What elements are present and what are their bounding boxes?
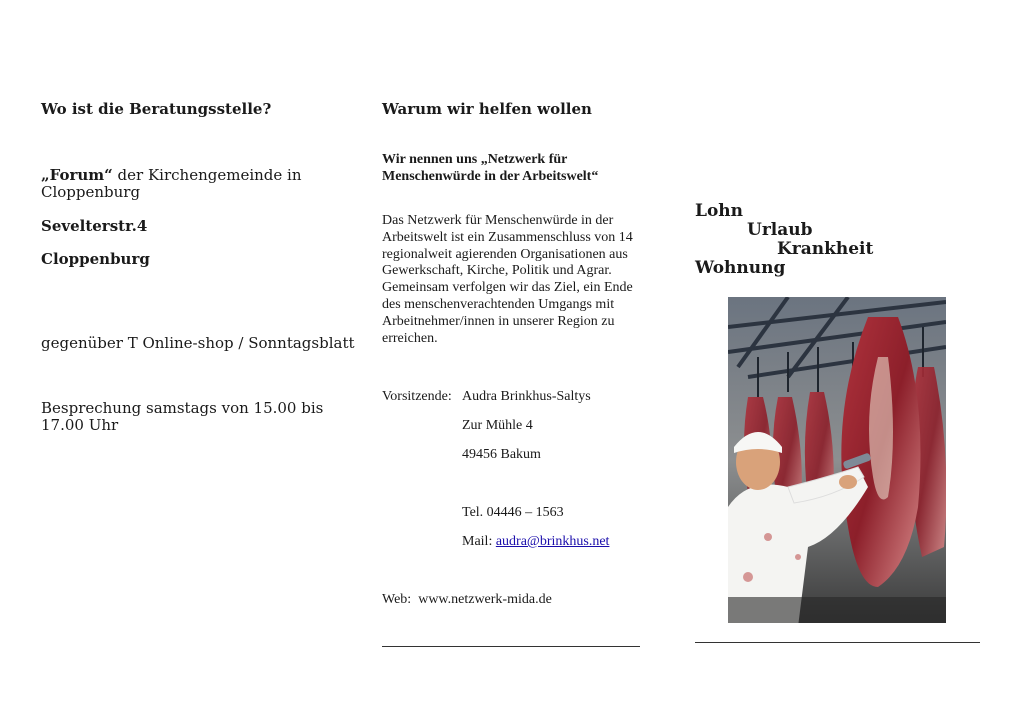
mail-line: [462, 534, 609, 550]
forum-label: „Forum“: [41, 166, 113, 184]
location-heading: Wo ist die Beratungsstelle?: [41, 100, 272, 118]
forum-text: [41, 167, 331, 201]
web-address: www.netzwerk-mida.de: [418, 592, 552, 607]
divider-line: [382, 646, 640, 647]
street-address: Sevelterstr.4: [41, 217, 148, 235]
web-label: Web:: [382, 592, 412, 607]
keyword-wohnung: Wohnung: [695, 258, 786, 278]
butcher-photo: [728, 297, 946, 623]
email-link[interactable]: audra@brinkhus.net: [495, 534, 610, 549]
keyword-krankheit: Krankheit: [777, 239, 874, 259]
city-name: Cloppenburg: [41, 250, 150, 268]
web-line: [382, 592, 552, 608]
network-subheading: Wir nennen uns „Netzwerk für Menschenwürde in der Arbeitswelt“: [382, 152, 599, 184]
mail-label: Mail:: [462, 534, 493, 549]
keyword-urlaub: Urlaub: [747, 220, 813, 240]
network-description: Das Netzwerk für Menschenwürde in der Arbeitswelt ist ein Zusammenschluss von 14 regionalweit agierenden Organisationen aus Gewerkschaft, Kirche, Politik und Agrar. Gemeinsam verfolgen wir das Ziel, ein Ende des menschenverachtenden Umgangs mit Arbeitnehmer/innen in unserer Region zu erreichen.: [382, 213, 633, 346]
about-heading: Warum wir helfen wollen: [382, 100, 592, 118]
location-hint: gegenüber T Online-shop / Sonntagsblatt: [41, 334, 355, 352]
phone-number: Tel. 04446 – 1563: [462, 505, 564, 520]
keyword-lohn: Lohn: [695, 201, 744, 221]
forum-description: der Kirchengemeinde in Cloppenburg: [41, 166, 302, 201]
chair-label: Vorsitzende:: [382, 389, 452, 404]
divider-line-cover: [695, 642, 980, 643]
chair-name: Audra Brinkhus-Saltys: [462, 389, 591, 404]
address-street: Zur Mühle 4: [462, 418, 533, 433]
meeting-times: Besprechung samstags von 15.00 bis 17.00 Uhr: [41, 399, 324, 434]
address-city: 49456 Bakum: [462, 447, 541, 462]
